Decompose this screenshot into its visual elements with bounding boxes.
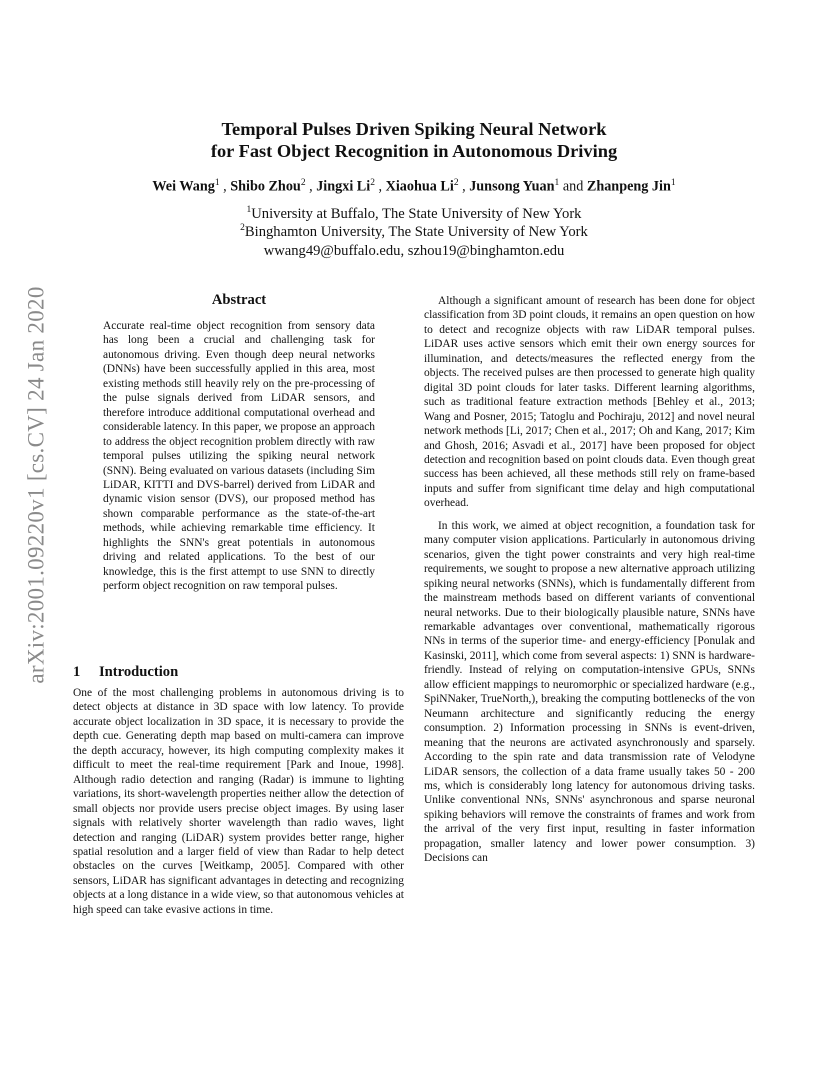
author-name: Junsong Yuan [469,178,555,195]
abstract-text: Accurate real-time object recognition from sensory data has long been a crucial and challenging task for autonomous driving. Even though deep neural networks (DNNs) have been successfully applied in this area, most existing methods still heavily rely on the pre-processing of the pulse signals derived from LiDAR sensors, and therefore introduce additional computational overhead and considerable latency. In this paper, we propose an approach to address the object recognition problem directly with raw temporal pulses utilizing the spiking neural network (SNN). Being evaluated on various datasets (including Sim LiDAR, KITTI and DVS-barrel) derived from LiDAR and dynamic vision sensor (DVS), our proposed method has shown comparable performance as the state-of-the-art methods, while achieving remarkable time efficiency. It highlights the SNN's great potentials in autonomous driving and related applications. To the best of our knowledge, this is the first attempt to use SNN to directly perform object recognition on raw temporal pulses. [103,320,375,593]
author-name: Shibo Zhou [230,178,301,195]
author-affil-mark: 1 [670,178,676,188]
introduction-paragraph: One of the most challenging problems in autonomous driving is to detect objects at distance in 3D space with low latency. To provide accurate object localization in 3D space, it is necessary to provide the depth cue. Generating depth map based on multi-camera can improve the depth accuracy, however, its high computing complexity makes it difficult to meet the real-time requirement [Park and Inoue, 1998]. Although radio detection and ranging (Radar) is immune to lighting variations, its short-wavelength properties neither allow the detection of small objects nor provide users precise object images. By using laser signals with relatively shorter wavelength than radio waves, light detection and ranging (LiDAR) system provides better range, higher spatial resolution and a larger field of view than Radar to help detect obstacles on the curves [Weitkamp, 2005]. Compared with other sensors, LiDAR has significant advantages in detecting and recognizing objects at a long distance in a wide view, so that autonomous vehicles at high speed can take evasive actions in time. [73,687,404,916]
affiliation-text: Binghamton University, The State University of New York [244,223,588,240]
author-affil-mark: 2 [453,178,459,188]
author-affil-mark: 2 [370,178,375,188]
affiliation-2 [0,223,828,241]
right-paragraph-1: Although a significant amount of research has been done for object classification from 3D point clouds, it remains an open question on how to detect and recognize objects with raw LiDAR temporal pulses. LiDAR uses active sensors which emit their own energy sources for illumination, and detects/measures the reflected energy from the objects. The received pulses are then processed to generate high quality digital 3D point clouds for later tasks. Different learning algorithms, such as traditional feature extraction methods [Behley et al., 2013; Wang and Posner, 2015; Tatoglu and Pochiraju, 2012] and novel neural network methods [Li, 2017; Chen et al., 2017; Oh and Kang, 2017; Kim and Ghosh, 2016; Asvadi et al., 2017] have been proposed for object detection and recognition based on point clouds data. Even though great success has been achieved, all these methods still rely on frame-based inputs and suffer from significant time delay and high computational overhead. [424,295,755,510]
section-title: Introduction [99,664,179,680]
author-separator: , [374,178,386,195]
author-separator: , [219,178,231,195]
arxiv-identifier-stamp [22,286,52,684]
abstract-body [103,319,375,594]
author-affil-mark: 2 [300,178,306,188]
author-separator: , [305,178,317,195]
author-emails: wwang49@buffalo.edu, szhou19@binghamton.edu [263,243,565,259]
author-name: Wei Wang [152,178,215,195]
right-column-body [424,294,755,866]
introduction-body [73,686,404,917]
affiliation-1 [0,205,828,223]
author-name: Xiaohua Li [385,178,454,195]
title-line-1: Temporal Pulses Driven Spiking Neural Network [221,119,607,139]
author-name: Jingxi Li [316,178,371,195]
arxiv-id-text: arXiv:2001.09220v1 [cs.CV] 24 Jan 2020 [24,286,49,684]
section-number: 1 [73,664,81,680]
right-paragraph-2: In this work, we aimed at object recognition, a foundation task for many computer vision applications. Particularly in autonomous driving scenarios, given the tight power constraints and very high real-time requirements, we sought to propose a new alternative approach utilizing spiking neural networks (SNNs), which is fundamentally different from the mainstream methods based on different variants of conventional neural networks. Due to their biologically plausible nature, SNNs have remarkable advantages over conventional, mathematically rigorous NNs in terms of the superior time- and energy-efficiency [Ponulak and Kasinski, 2011], which come from several aspects: 1) SNN is hardware-friendly. Instead of relying on computation-intensive GPUs, SNNs allow efficient mappings to neuromorphic or specialized hardware (e.g., SpiNNaker, TrueNorth,), breaking the computing bottlenecks of the von Neumann architecture and significantly reducing the energy consumption. 2) Information processing in SNNs is event-driven, meaning that the neurons are activated asynchronously and sparsely. According to the spin rate and data transmission rate of Velodyne LiDAR sensors, the collection of a data frame usually takes 50 - 200 ms, which is considerably long latency for autonomous driving tasks. Unlike conventional NNs, SNNs' asynchronous and sparse neuronal spiking behaviors will remove the constraints of frames and work from the arrival of the very first input, resulting in faster information propagation, smaller latency and lower power consumption. 3) Decisions can [424,519,755,865]
paper-title [0,118,828,162]
affiliation-mark: 1 [246,205,252,215]
abstract-heading: Abstract [211,292,267,308]
title-line-2: for Fast Object Recognition in Autonomous Driving [210,141,618,161]
author-list [0,178,828,196]
section-heading-introduction [73,664,178,681]
author-name: Zhanpeng Jin [586,178,671,195]
affiliation-mark: 2 [240,223,245,233]
affiliation-text: University at Buffalo, The State University of New York [251,205,582,222]
author-affil-mark: 1 [214,178,220,188]
author-separator: and [559,178,587,195]
author-affil-mark: 1 [554,178,560,188]
author-separator: , [458,178,470,195]
